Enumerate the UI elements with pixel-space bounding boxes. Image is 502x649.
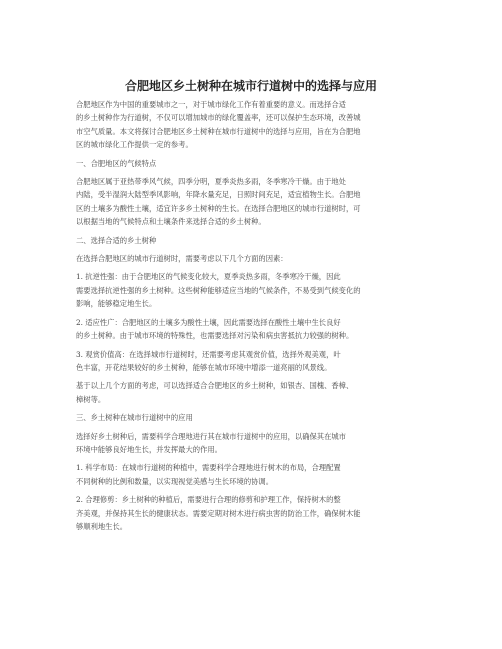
section-2-intro <box>62 252 442 265</box>
text-line: 区的土壤多为酸性土壤，适宜许多乡土树种的生长。在选择合肥地区的城市行道树时，可 <box>76 203 361 213</box>
text-line: 市空气质量。本文将探讨合肥地区乡土树种在城市行道树中的选择与应用，旨在为合肥地 <box>76 126 361 136</box>
text-line: 的乡土树种作为行道树，不仅可以增加城市的绿化覆盖率，还可以保护生态环境，改善城 <box>76 113 361 123</box>
text-line: 齐美观，并保持其生长的健康状态。需要定期对树木进行病虫害的防治工作，确保树木能 <box>76 508 361 518</box>
section-2-item-2 <box>62 316 442 343</box>
text-line: 3. 观赏价值高：在选择城市行道树时，还需要考虑其观赏价值，选择外观美观，叶 <box>76 349 341 359</box>
section-3-item-2 <box>62 493 442 533</box>
text-line: 1. 科学布局：在城市行道树的种植中，需要科学合理地进行树木的布局，合理配置 <box>76 463 341 473</box>
text-line: 合肥地区作为中国的重要城市之一，对于城市绿化工作有着重要的意义。而选择合适 <box>76 100 346 109</box>
document-body <box>62 98 442 538</box>
text-line: 以根据当地的气候特点和土壤条件来选择合适的乡土树种。 <box>76 217 266 227</box>
text-line: 1. 抗逆性强：由于合肥地区的气候变化较大，夏季炎热多雨，冬季寒冷干燥，因此 <box>76 272 341 282</box>
text-line: 区的城市绿化工作提供一定的参考。 <box>76 140 193 150</box>
text-line: 2. 适应性广：合肥地区的土壤多为酸性土壤，因此需要选择在酸性土壤中生长良好 <box>76 317 341 327</box>
text-line: 影响，能够稳定地生长。 <box>76 299 157 309</box>
section-heading-1: 一、合肥地区的气候特点 <box>76 158 157 168</box>
text-line: 的乡土树种。由于城市环境的特殊性，也需要选择对污染和病虫害抵抗力较强的树种。 <box>76 331 354 341</box>
text-line: 够顺利地生长。 <box>76 521 128 531</box>
text-line: 色丰富，开花结果较好的乡土树种，能够在城市环境中增添一道亮丽的风景线。 <box>76 362 332 372</box>
document-title: 合肥地区乡土树种在城市行道树中的选择与应用 <box>124 79 377 93</box>
text-line: 需要选择抗逆性强的乡土树种。这些树种能够适应当地的气候条件，不易受到气候变化的 <box>76 285 361 295</box>
section-2-summary <box>62 379 442 406</box>
text-line: 选择好乡土树种后，需要科学合理地进行其在城市行道树中的应用，以确保其在城市 <box>76 431 346 441</box>
text-line: 内陆，受半湿润大陆型季风影响，年降水量充足，日照时间充足，适宜植物生长。合肥地 <box>76 190 361 200</box>
section-heading-3: 三、乡土树种在城市行道树中的应用 <box>76 413 193 423</box>
section-3-intro <box>62 430 442 457</box>
intro-paragraph <box>62 98 442 152</box>
section-2-item-3 <box>62 348 442 375</box>
text-line: 2. 合理修剪：乡土树种的种植后，需要进行合理的修剪和护理工作，保持树木的整 <box>76 495 341 505</box>
text-line: 不同树种的比例和数量，以实现视觉美感与生长环境的协调。 <box>76 476 274 486</box>
text-line: 合肥地区属于亚热带季风气候，四季分明，夏季炎热多雨，冬季寒冷干燥。由于地处 <box>76 177 346 187</box>
text-line: 基于以上几个方面的考虑，可以选择适合合肥地区的乡土树种，如银杏、国槐、香樟、 <box>76 381 354 391</box>
text-line: 在选择合肥地区的城市行道树时，需要考虑以下几个方面的因素： <box>76 254 288 264</box>
section-3-item-1 <box>62 461 442 488</box>
section-1-paragraph <box>62 175 442 229</box>
section-2-item-1 <box>62 270 442 310</box>
text-line: 樟树等。 <box>76 394 106 404</box>
text-line: 环境中能够良好地生长，并发挥最大的作用。 <box>76 444 222 454</box>
section-heading-2: 二、选择合适的乡土树种 <box>76 235 157 245</box>
